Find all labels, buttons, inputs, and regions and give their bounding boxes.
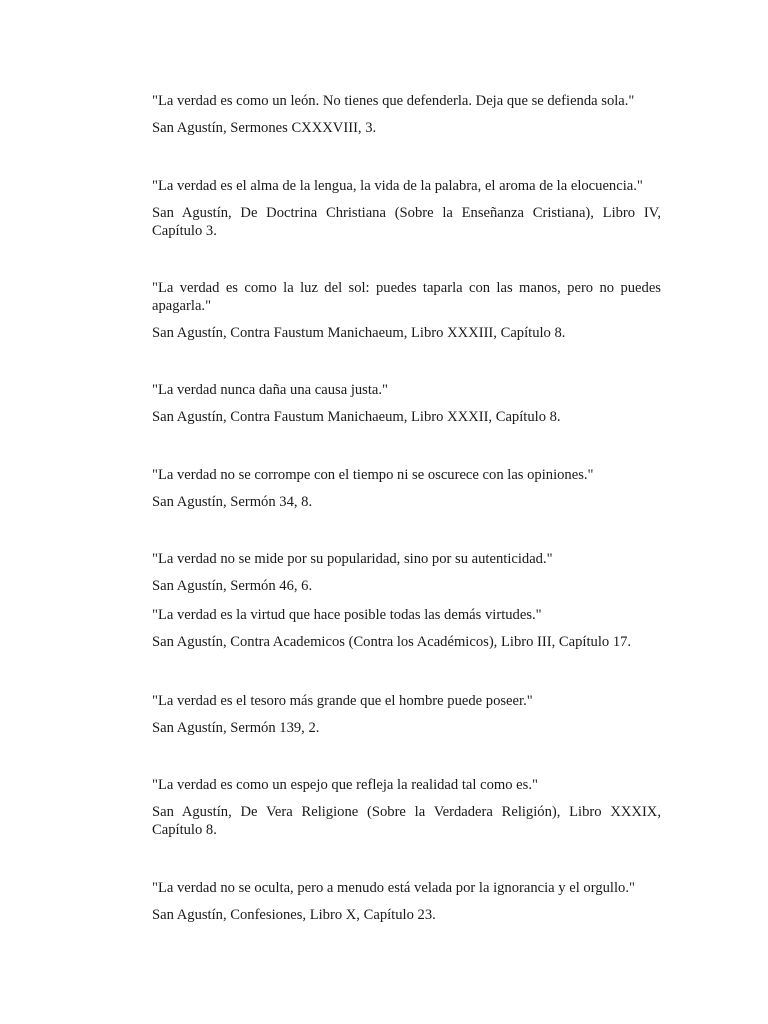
quote-entry	[152, 466, 661, 511]
quote-source: San Agustín, Contra Faustum Manichaeum, Libro XXXII, Capítulo 8.	[152, 409, 561, 425]
quote-entry	[152, 550, 661, 595]
quote-entry	[152, 692, 661, 737]
quote-text: "La verdad es el tesoro más grande que el hombre puede poseer."	[152, 693, 533, 709]
quote-source: San Agustín, Contra Academicos (Contra los Académicos), Libro III, Capítulo 17.	[152, 634, 632, 650]
quote-entry	[152, 177, 661, 240]
quote-text: "La verdad es como un león. No tienes que defenderla. Deja que se defienda sola."	[152, 93, 635, 109]
quote-source: San Agustín, Sermones CXXXVIII, 3.	[152, 120, 377, 136]
quote-text: "La verdad no se corrompe con el tiempo ni se oscurece con las opiniones."	[152, 467, 594, 483]
quote-text: "La verdad es como la luz del sol: puedes taparla con las manos, pero no puedes apagarla."	[152, 280, 661, 314]
quote-source: San Agustín, De Vera Religione (Sobre la Verdadera Religión), Libro XXXIX, Capítulo 8.	[152, 804, 661, 838]
quote-text: "La verdad no se mide por su popularidad, sino por su autenticidad."	[152, 551, 553, 567]
quote-entry	[152, 606, 661, 651]
quote-source: San Agustín, Sermón 139, 2.	[152, 720, 320, 736]
quote-source: San Agustín, Confesiones, Libro X, Capítulo 23.	[152, 907, 436, 923]
quote-text: "La verdad nunca daña una causa justa."	[152, 382, 388, 398]
quote-entry	[152, 381, 661, 426]
quote-text: "La verdad es el alma de la lengua, la vida de la palabra, el aroma de la elocuencia."	[152, 178, 643, 194]
quote-entry	[152, 92, 661, 137]
quote-source: San Agustín, Contra Faustum Manichaeum, Libro XXXIII, Capítulo 8.	[152, 325, 566, 341]
quote-entry	[152, 279, 661, 342]
quote-entry	[152, 776, 661, 839]
quote-source: San Agustín, Sermón 34, 8.	[152, 494, 313, 510]
quote-source: San Agustín, De Doctrina Christiana (Sobre la Enseñanza Cristiana), Libro IV, Capítulo 3.	[152, 205, 661, 239]
quote-source: San Agustín, Sermón 46, 6.	[152, 578, 313, 594]
quote-text: "La verdad no se oculta, pero a menudo está velada por la ignorancia y el orgullo."	[152, 880, 635, 896]
quote-text: "La verdad es la virtud que hace posible todas las demás virtudes."	[152, 607, 542, 623]
quote-text: "La verdad es como un espejo que refleja la realidad tal como es."	[152, 777, 538, 793]
quote-entry	[152, 879, 661, 924]
